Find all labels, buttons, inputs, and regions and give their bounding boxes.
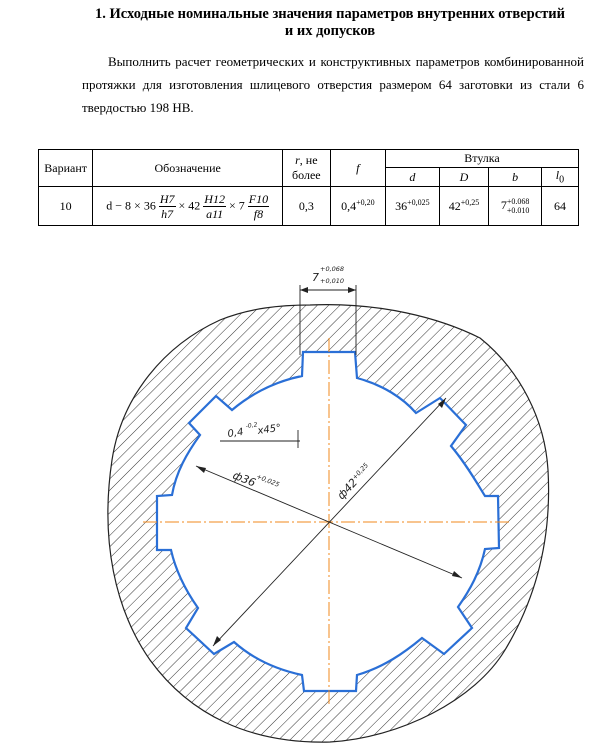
designation-prefix: d − 8 × 36 (106, 197, 156, 212)
header-d: d (386, 168, 440, 187)
cell-d-base: 36 (395, 199, 408, 213)
width-dim-upper: +0,068 (320, 265, 345, 273)
task-paragraph: Выполнить расчет геометрических и конструктивных параметров комбинированной протяжки для изготовления шлицевого отверстия размером 64 заготовки из стали 6 твердостью 198 НВ. (82, 54, 584, 115)
cell-variant: 10 (39, 187, 93, 226)
chamfer-base: 0,4 (226, 426, 245, 440)
cell-f-base: 0,4 (341, 199, 357, 213)
dia-small-tol: +0,025 (255, 472, 281, 489)
heading-number: 1. (95, 6, 106, 22)
header-f: f (330, 150, 385, 187)
header-bushing: Втулка (386, 150, 579, 168)
dia-large-tol: +0,25 (350, 461, 371, 482)
dia-small-arrow-1 (196, 466, 206, 473)
dia-large-arrow-1 (213, 636, 221, 646)
header-D: D (439, 168, 489, 187)
width-dim-base: 7 (312, 271, 319, 284)
fit2-numerator: H12 (204, 191, 225, 206)
chamfer-suffix: x45° (256, 422, 282, 437)
heading-line-2: и их допусков (284, 23, 376, 39)
header-l0-base: l (555, 168, 560, 183)
cell-d-tol: +0,025 (407, 198, 430, 207)
designation-mid-1: × 42 (178, 197, 201, 212)
width-arrow-left (300, 287, 308, 293)
header-variant: Вариант (39, 150, 93, 187)
header-designation: Обозначение (93, 150, 283, 187)
width-arrow-right (348, 287, 356, 293)
cell-r: 0,3 (283, 187, 331, 226)
fit1-denominator: h7 (161, 206, 174, 221)
cell-D-base: 42 (448, 199, 461, 213)
fit1-numerator: H7 (159, 191, 175, 206)
cell-b-tol-upper: +0.068 (506, 197, 530, 206)
cell-l0: 64 (541, 187, 578, 226)
heading-line-1: Исходные номинальные значения параметров внутренних отверстий (109, 6, 565, 22)
cell-b-tol-lower: +0.010 (506, 206, 530, 215)
dia-small-arrow-2 (452, 571, 462, 578)
header-b: b (489, 168, 542, 187)
dia-small-base: ф36 (230, 468, 258, 490)
chamfer-tol: -0,2 (245, 421, 258, 430)
header-r-symbol: r (295, 153, 300, 167)
fit2-denominator: a11 (206, 206, 224, 221)
dia-large-base: ф42 (334, 476, 361, 503)
cell-b-base: 7 (500, 197, 507, 212)
width-dim-lower: +0,010 (320, 277, 345, 285)
designation-mid-2: × 7 (228, 197, 245, 212)
header-r-text: , не более (292, 153, 321, 182)
header-l0-sub: 0 (559, 174, 565, 186)
cell-D-tol: +0,25 (460, 198, 480, 207)
cell-f-tol: +0,20 (356, 198, 375, 207)
fit3-numerator: F10 (248, 191, 269, 206)
fit3-denominator: f8 (253, 206, 264, 221)
